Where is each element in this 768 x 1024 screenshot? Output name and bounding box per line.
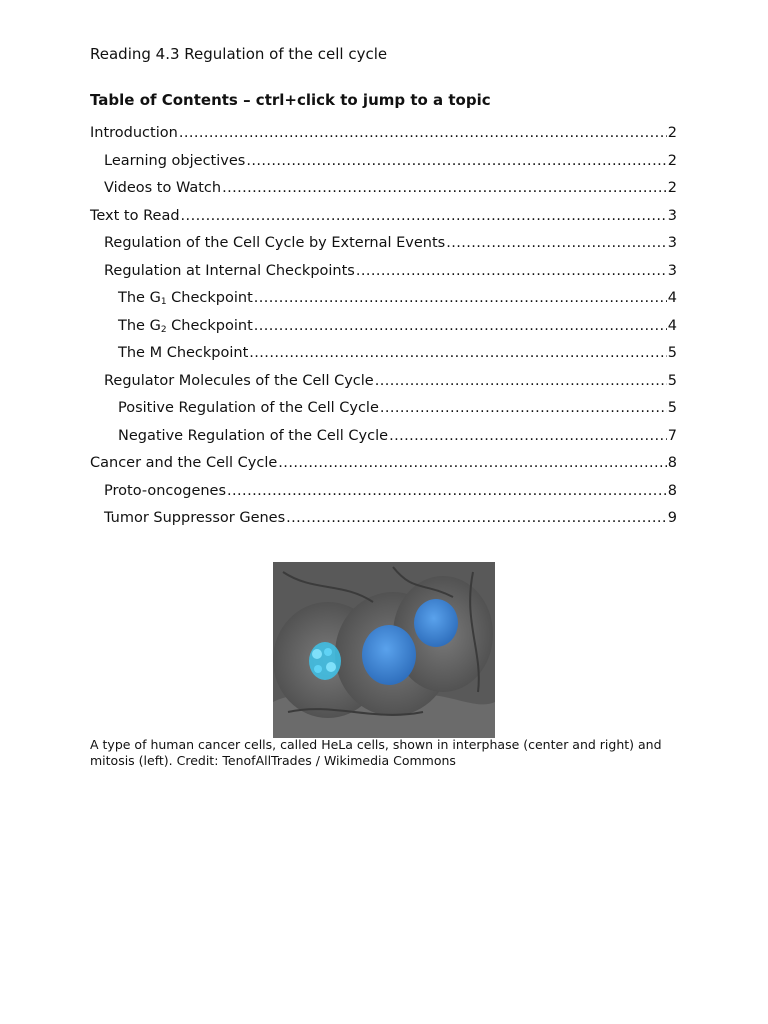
toc-dot-leader <box>227 480 667 502</box>
toc-entry-title-text: Regulator Molecules of the Cell Cycle <box>104 372 374 389</box>
toc-page-number: 5 <box>667 400 677 416</box>
toc-item <box>90 452 677 480</box>
toc-entry-title-text: Positive Regulation of the Cell Cycle <box>118 400 379 416</box>
toc-entry-title-text: Cancer and the Cell Cycle <box>90 455 278 471</box>
toc-dot-leader <box>181 205 667 227</box>
toc-dot-leader <box>222 177 667 199</box>
document-title: Reading 4.3 Regulation of the cell cycle <box>90 45 388 63</box>
toc-entry-title-text: Proto-oncogenes <box>104 482 227 499</box>
toc-entry-title <box>104 260 355 282</box>
toc-link[interactable] <box>90 260 677 288</box>
toc-dot-leader <box>356 260 667 282</box>
toc-item <box>90 122 677 150</box>
center-nucleus <box>362 625 416 685</box>
toc-item <box>90 177 677 205</box>
toc-page-number: 9 <box>667 510 677 526</box>
toc-dot-leader <box>380 397 667 419</box>
toc-item <box>90 150 677 178</box>
toc-entry-subscript: 2 <box>160 324 167 335</box>
toc-entry-title <box>118 397 379 419</box>
toc-dot-leader <box>278 452 666 474</box>
toc-entry-title-text: The G <box>118 317 161 334</box>
toc-dot-leader <box>375 370 667 392</box>
toc-link[interactable] <box>90 480 677 508</box>
toc-page-number: 3 <box>667 235 677 251</box>
toc-entry-title-text: Text to Read <box>90 207 180 224</box>
toc-entry-title-text: The G <box>118 290 161 306</box>
toc-entry-title-suffix: Checkpoint <box>166 317 253 334</box>
toc-entry-subscript: 1 <box>160 297 167 307</box>
toc-entry-title <box>90 452 277 474</box>
toc-item <box>90 425 677 453</box>
toc-page-number: 8 <box>667 482 677 499</box>
toc-entry-title <box>104 507 285 529</box>
toc-item <box>90 205 677 233</box>
toc-item <box>90 287 677 315</box>
toc-page-number: 5 <box>667 372 677 389</box>
toc-link[interactable] <box>90 425 677 453</box>
toc-dot-leader <box>249 342 666 364</box>
toc-dot-leader <box>389 425 667 447</box>
toc-link[interactable] <box>90 507 677 535</box>
table-of-contents <box>90 122 677 535</box>
toc-entry-title <box>104 177 221 199</box>
toc-link[interactable] <box>90 452 677 480</box>
toc-entry-title-text: The M Checkpoint <box>118 345 249 361</box>
toc-dot-leader <box>446 232 667 254</box>
toc-item <box>90 370 677 398</box>
toc-entry-title <box>104 150 245 172</box>
toc-heading: Table of Contents – ctrl+click to jump to a topic <box>90 91 491 109</box>
toc-dot-leader <box>179 122 667 144</box>
toc-entry-title-text: Videos to Watch <box>104 180 222 196</box>
hela-cells-figure <box>273 562 495 738</box>
toc-page-number: 2 <box>667 152 677 169</box>
toc-dot-leader <box>254 315 667 337</box>
figure-caption: A type of human cancer cells, called HeLa cells, shown in interphase (center and right) and mitosis (left). Credit: TenofAllTrades / Wikimedia Commons <box>90 737 662 768</box>
toc-entry-title-text: Regulation at Internal Checkpoints <box>104 262 355 279</box>
toc-item <box>90 260 677 288</box>
right-nucleus <box>414 599 458 647</box>
toc-entry-title <box>118 315 253 341</box>
toc-item <box>90 397 677 425</box>
mitotic-chromosomes <box>309 642 341 680</box>
toc-entry-title <box>118 287 253 313</box>
toc-item <box>90 232 677 260</box>
toc-page-number: 4 <box>667 290 677 306</box>
toc-entry-title-text: Tumor Suppressor Genes <box>104 510 286 526</box>
toc-entry-title <box>104 232 445 254</box>
toc-item <box>90 480 677 508</box>
toc-page-number: 2 <box>667 125 677 141</box>
toc-entry-title <box>118 425 388 447</box>
toc-entry-title-text: Introduction <box>90 125 178 141</box>
toc-entry-title-text: Negative Regulation of the Cell Cycle <box>118 427 389 444</box>
toc-entry-title <box>90 122 178 144</box>
toc-page-number: 8 <box>667 455 677 471</box>
toc-entry-title-suffix: Checkpoint <box>166 290 253 306</box>
toc-page-number: 2 <box>667 180 677 196</box>
toc-item <box>90 315 677 343</box>
toc-dot-leader <box>246 150 666 172</box>
toc-entry-title-text: Learning objectives <box>104 152 246 169</box>
toc-entry-title <box>104 480 226 502</box>
toc-page-number: 3 <box>667 262 677 279</box>
toc-entry-title <box>90 205 180 227</box>
toc-item <box>90 507 677 535</box>
toc-page-number: 4 <box>667 317 677 334</box>
toc-dot-leader <box>286 507 667 529</box>
toc-entry-title <box>104 370 374 392</box>
toc-link[interactable] <box>90 150 677 178</box>
toc-link[interactable] <box>90 287 677 315</box>
toc-page-number: 3 <box>667 207 677 224</box>
toc-entry-title-text: Regulation of the Cell Cycle by External Events <box>104 235 446 251</box>
toc-item <box>90 342 677 370</box>
toc-link[interactable] <box>90 177 677 205</box>
toc-link[interactable] <box>90 370 677 398</box>
toc-link[interactable] <box>90 342 677 370</box>
toc-page-number: 7 <box>667 427 677 444</box>
toc-link[interactable] <box>90 232 677 260</box>
toc-link[interactable] <box>90 397 677 425</box>
toc-link[interactable] <box>90 122 677 150</box>
toc-entry-title <box>118 342 248 364</box>
toc-dot-leader <box>254 287 667 309</box>
hela-cells-image <box>273 562 495 738</box>
toc-link[interactable] <box>90 205 677 233</box>
toc-link[interactable] <box>90 315 677 343</box>
toc-page-number: 5 <box>667 345 677 361</box>
